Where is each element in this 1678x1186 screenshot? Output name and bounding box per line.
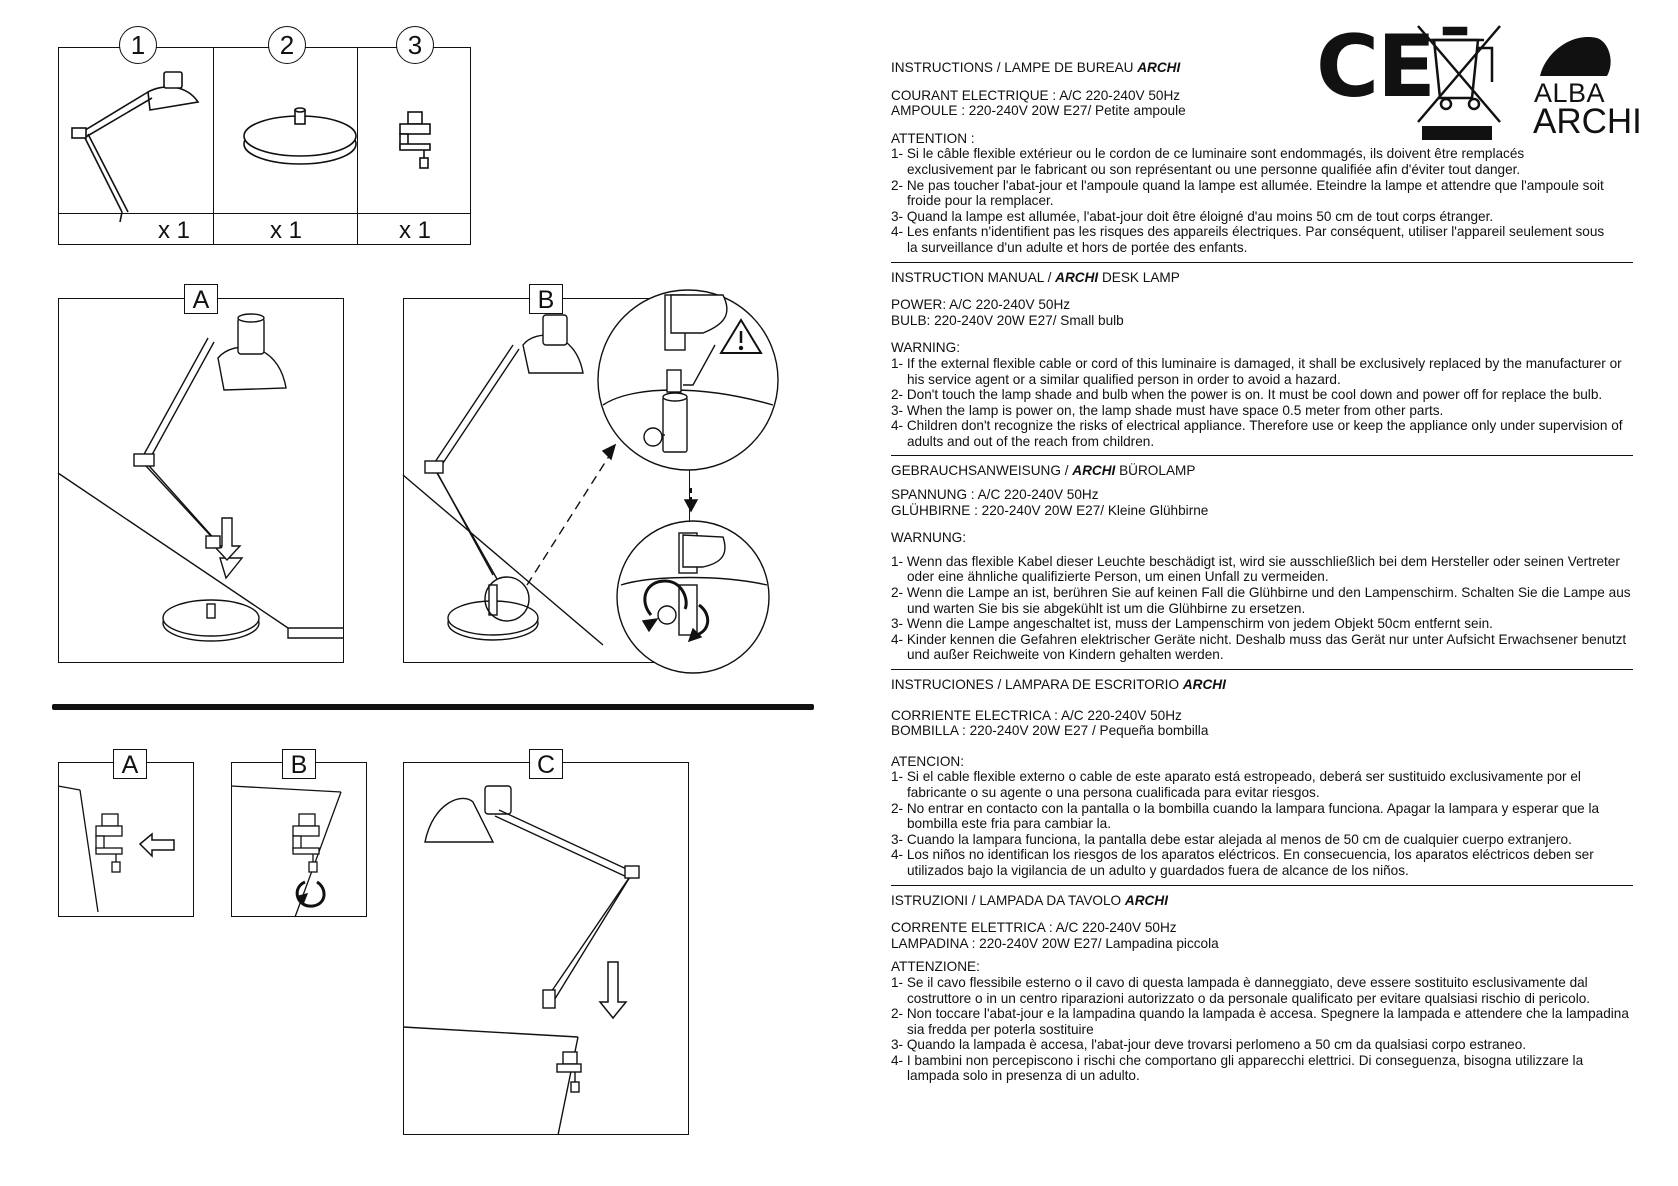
part-number-3: 3 bbox=[396, 26, 434, 64]
part-qty-2: x 1 bbox=[270, 217, 303, 244]
warning-item: 2- Wenn die Lampe an ist, berühren Sie auf keinen Fall die Glühbirne und den Lampenschirm. Schalten Sie die Lampe aus und warten Sie bis sie abgekühlt ist um die Glühbirne zu ersetzen. bbox=[891, 585, 1631, 616]
spec-power: SPANNUNG : A/C 220-240V 50Hz bbox=[891, 487, 1099, 503]
alba-wordmark: ALBA bbox=[1534, 78, 1606, 108]
warning-item: 3- When the lamp is power on, the lamp shade must have space 0.5 meter from other parts. bbox=[891, 402, 1444, 418]
spec-bulb: LAMPADINA : 220-240V 20W E27/ Lampadina piccola bbox=[891, 935, 1219, 951]
spec-power: CORRENTE ELETTRICA : A/C 220-240V 50Hz bbox=[891, 920, 1177, 936]
spec-power: COURANT ELECTRIQUE : A/C 220-240V 50Hz bbox=[891, 87, 1181, 103]
section-title: INSTRUCIONES / LAMPARA DE ESCRITORIO ARCHI bbox=[891, 677, 1226, 692]
warning-item: 3- Quando la lampada è accesa, l'abat-jour deve trovarsi perlomeno a 50 cm da qualsiasi corpo estraneo. bbox=[891, 1037, 1527, 1053]
spec-bulb: BULB: 220-240V 20W E27/ Small bulb bbox=[891, 312, 1124, 328]
part-number-2: 2 bbox=[268, 26, 306, 64]
part-qty-3: x 1 bbox=[399, 217, 432, 244]
step1b-illustration bbox=[403, 285, 773, 665]
part-qty-1: x 1 bbox=[158, 217, 191, 244]
warning-item: 4- Los niños no identifican los riesgos de los aparatos eléctricos. En consecuencia, los aparatos eléctricos deben ser utilizados bajo la vigilancia de un adulto y guardados fuera de alcance de los niños. bbox=[891, 847, 1594, 878]
section-title: GEBRAUCHSANWEISUNG / ARCHI BÜROLAMP bbox=[891, 463, 1196, 479]
warning-item: 2- No entrar en contacto con la pantalla o la bombilla cuando la lampara funciona. Apagar la lampara y esperar que la bombilla este fria para cambiar la. bbox=[891, 800, 1600, 832]
warning-item: 1- Wenn das flexible Kabel dieser Leuchte beschädigt ist, wird sie ausschließlich bei dem Hersteller oder seinen Vertreter oder eine ähnliche qualifizierte Person, um einen Unfall zu vermeiden. bbox=[891, 553, 1620, 585]
warning-item: 2- Ne pas toucher l'abat-jour et l'ampoule quand la lampe est allumée. Eteindre la lampe et attendre que l'ampoule soit froide pour la remplacer. bbox=[891, 177, 1604, 209]
warning-item: 1- Si el cable flexible externo o cable de este aparato está estropeado, deberá ser sustituido exclusivamente por el fabricante o su agente o una persona cualificada para evitar riesgos. bbox=[891, 769, 1581, 800]
warning-item: 1- Se il cavo flessibile esterno o il cavo di questa lampada è danneggiato, deve essere sostituito esclusivamente dal costruttore o in un centro riparazioni autorizzato o da personale qualificato per evitare qualsiasi rischio di pericolo. bbox=[891, 974, 1591, 1006]
warning-title: ATENCION: bbox=[891, 753, 965, 769]
warning-title: WARNING: bbox=[891, 340, 960, 356]
lamp-base-icon bbox=[240, 100, 360, 170]
section-spanish bbox=[891, 677, 1633, 879]
section-italian bbox=[891, 893, 1633, 1085]
step2b-label: B bbox=[282, 749, 316, 779]
warning-title: ATTENTION : bbox=[891, 130, 975, 146]
section-title: INSTRUCTION MANUAL / ARCHI DESK LAMP bbox=[891, 269, 1180, 285]
warning-item: 1- If the external flexible cable or cord of this luminaire is damaged, it shall be exclusively replaced by the manufacturer or his service agent or a similar qualified person in order to avoid a hazard. bbox=[891, 355, 1622, 387]
warning-item: 2- Don't touch the lamp shade and bulb when the power is on. It must be cool down and power off for replace the bulb. bbox=[891, 387, 1603, 403]
step1b-label: B bbox=[529, 284, 563, 314]
lamp-arm-icon bbox=[62, 62, 212, 222]
warning-item: 4- Kinder kennen die Gefahren elektrischer Geräte nicht. Deshalb muss das Gerät nur unter Aufsicht Erwachsener benutzt und außer Reichweite von Kindern gehalten werden. bbox=[891, 631, 1627, 663]
spec-bulb: GLÜHBIRNE : 220-240V 20W E27/ Kleine Glühbirne bbox=[891, 502, 1209, 518]
section-divider bbox=[891, 885, 1633, 886]
ce-mark-text: CE bbox=[1316, 17, 1434, 117]
spec-bulb: BOMBILLA : 220-240V 20W E27 / Pequeña bombilla bbox=[891, 723, 1209, 739]
step1a-label: A bbox=[184, 284, 218, 314]
warning-item: 4- Les enfants n'identifient pas les risques des appareils électriques. Par conséquent, utiliser l'appareil seulement sous la surveillance d'un adulte et hors de portée des enfants. bbox=[891, 224, 1605, 255]
spec-bulb: AMPOULE : 220-240V 20W E27/ Petite ampoule bbox=[891, 103, 1186, 119]
warning-item: 4- Children don't recognize the risks of electrical appliance. Therefore use or keep the appliance only under supervision of adults and out of the reach from children. bbox=[891, 418, 1623, 449]
section-divider bbox=[891, 262, 1633, 263]
step2a-label: A bbox=[113, 749, 147, 779]
part-number-1: 1 bbox=[119, 26, 157, 64]
warning-title: ATTENZIONE: bbox=[891, 959, 980, 975]
warning-item: 4- I bambini non percepiscono i rischi che comportano gli apparecchi elettrici. Di conseguenza, bisogna utilizzare la lampada solo in presenza di un adulto. bbox=[891, 1052, 1584, 1084]
step-separator bbox=[52, 704, 814, 710]
section-divider bbox=[891, 669, 1633, 670]
clamp-icon bbox=[396, 110, 446, 170]
section-title: ISTRUZIONI / LAMPADA DA TAVOLO ARCHI bbox=[891, 892, 1168, 908]
warning-item: 2- Non toccare l'abat-jour e la lampadina quando la lampada è accesa. Spegnere la lampada e attendere che la lampadina sia fredda per poterla sostituire bbox=[891, 1006, 1629, 1037]
warning-item: 3- Quand la lampe est allumée, l'abat-jour doit être éloigné d'au moins 50 cm de tout corps étranger. bbox=[891, 208, 1494, 224]
section-title: INSTRUCTIONS / LAMPE DE BUREAU ARCHI bbox=[891, 60, 1181, 75]
step2c-illustration bbox=[403, 762, 689, 1135]
step1a-illustration bbox=[58, 298, 344, 663]
warning-item: 3- Wenn die Lampe angeschaltet ist, muss der Lampenschirm von jedem Objekt 50cm entfernt sein. bbox=[891, 616, 1493, 632]
section-english bbox=[891, 270, 1633, 450]
section-divider bbox=[891, 455, 1633, 456]
section-german bbox=[891, 463, 1633, 663]
archi-wordmark: ARCHI bbox=[1533, 102, 1642, 141]
step2c-label: C bbox=[529, 749, 563, 779]
warning-title: WARNUNG: bbox=[891, 530, 967, 546]
spec-power: CORRIENTE ELECTRICA : A/C 220-240V 50Hz bbox=[891, 707, 1182, 723]
warning-item: 3- Cuando la lampara funciona, la pantalla debe estar alejada al menos de 50 cm de cualquier cuerpo extranjero. bbox=[891, 831, 1572, 847]
step2b-illustration bbox=[231, 762, 367, 917]
warning-item: 1- Si le câble flexible extérieur ou le cordon de ce luminaire sont endommagés, ils doivent être remplacés exclusivement par le fabricant ou son représentant ou une personne qualifiée afin d'éviter tout danger. bbox=[891, 146, 1525, 177]
spec-power: POWER: A/C 220-240V 50Hz bbox=[891, 297, 1071, 313]
step2a-illustration bbox=[58, 762, 194, 917]
section-french bbox=[891, 60, 1611, 256]
instructions-text bbox=[891, 60, 1633, 1084]
